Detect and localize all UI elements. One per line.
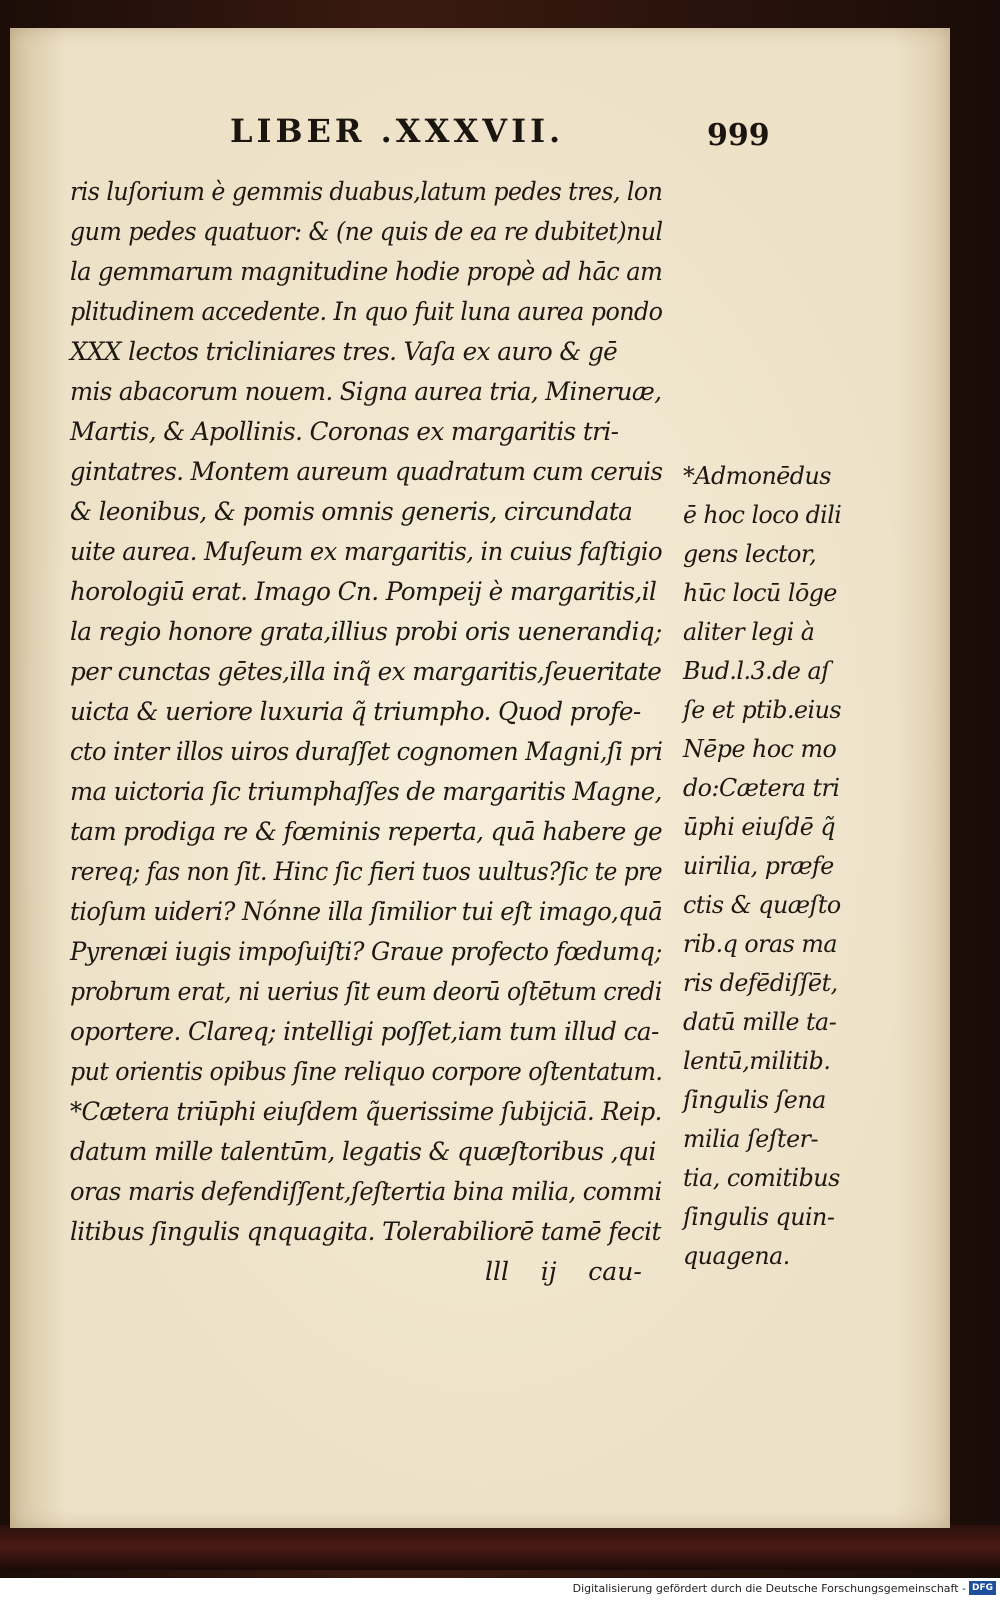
funding-credit: Digitalisierung gefördert durch die Deutsche Forschungsgemeinschaft - bbox=[572, 1582, 966, 1595]
text-line: gintatres. Montem aureum quadratum cum ceruis bbox=[70, 457, 663, 486]
text-line: cto inter illos uiros duraſſet cognomen Magni,ſi pri bbox=[70, 737, 663, 766]
text-line: ris defēdiſſēt, bbox=[683, 969, 838, 997]
page-number: 999 bbox=[707, 118, 770, 153]
text-line: ctis & quæſto bbox=[683, 891, 841, 919]
text-line: litibus ſingulis qnquagita. Tolerabiliorē tamē fecit bbox=[70, 1217, 661, 1246]
running-head: LIBER .XXXVII. bbox=[230, 112, 565, 150]
text-line: datum mille talentūm, legatis & quæſtoribus ,qui bbox=[70, 1137, 656, 1166]
text-line: mis abacorum nouem. Signa aurea tria, Mineruæ, bbox=[70, 377, 662, 406]
text-line: ſe et ptib.eius bbox=[683, 696, 842, 724]
main-text-block bbox=[70, 172, 670, 1252]
text-line: Bud.l.3.de aſ bbox=[683, 657, 830, 685]
text-line: uicta & ueriore luxuria q̃ triumpho. Quod profe- bbox=[70, 697, 641, 726]
text-line: tia, comitibus bbox=[683, 1164, 840, 1192]
text-line: Nēpe hoc mo bbox=[683, 735, 837, 763]
text-line: horologiū erat. Imago Cn. Pompeij è margaritis,il bbox=[70, 577, 657, 606]
text-line: put orientis opibus ſine reliquo corpore oſtentatum. bbox=[70, 1057, 663, 1086]
text-line: ūphi eiuſdē q̃ bbox=[683, 813, 836, 841]
text-line: & leonibus, & pomis omnis generis, circundata bbox=[70, 497, 633, 526]
text-line: ſingulis ſena bbox=[683, 1086, 826, 1114]
text-line: per cunctas gētes,illa inq̃ ex margaritis,ſeueritate bbox=[70, 657, 662, 686]
text-line: la gemmarum magnitudine hodie propè ad hāc am bbox=[70, 257, 663, 286]
text-line: XXX lectos tricliniares tres. Vaſa ex auro & gē bbox=[70, 337, 618, 366]
text-line: ſingulis quin- bbox=[683, 1203, 835, 1231]
text-line: tam prodiga re & fœminis reperta, quā habere ge bbox=[70, 817, 663, 846]
text-line: datū mille ta- bbox=[683, 1008, 837, 1036]
text-line: quagena. bbox=[683, 1242, 790, 1270]
text-line: la regio honore grata,illius probi oris uenerandiq; bbox=[70, 617, 662, 646]
catchword-line: lll ij cau- bbox=[485, 1257, 642, 1286]
text-line: uirilia, præfe bbox=[683, 852, 834, 880]
text-line: oportere. Clareq; intelligi poſſet,iam tum illud ca- bbox=[70, 1017, 659, 1046]
text-line: Martis, & Apollinis. Coronas ex margaritis tri- bbox=[70, 417, 619, 446]
text-line: gum pedes quatuor: & (ne quis de ea re dubitet)nul bbox=[70, 217, 663, 246]
text-line: *Cætera triūphi eiuſdem q̃uerissime ſubijciā. Reip. bbox=[70, 1097, 662, 1126]
text-line: Pyrenæi iugis impoſuiſti? Graue profecto fœdumq; bbox=[70, 937, 662, 966]
text-line: rereq; fas non ſit. Hinc ſic fieri tuos uultus?ſic te pre bbox=[70, 857, 663, 886]
dfg-logo: DFG bbox=[969, 1581, 996, 1595]
text-line: hūc locū lōge bbox=[683, 579, 837, 607]
text-line: rib.q oras ma bbox=[683, 930, 838, 958]
text-line: do:Cætera tri bbox=[683, 774, 840, 802]
text-line: ma uictoria ſic triumphaſſes de margaritis Magne, bbox=[70, 777, 662, 806]
scan-bottom-edge bbox=[0, 1525, 1000, 1570]
text-line: ē hoc loco dili bbox=[683, 501, 842, 529]
text-line: milia ſeſter- bbox=[683, 1125, 818, 1153]
text-line: uite aurea. Muſeum ex margaritis, in cuius faſtigio bbox=[70, 537, 662, 566]
text-line: aliter legi à bbox=[683, 618, 815, 646]
text-line: plitudinem accedente. In quo fuit luna aurea pondo bbox=[70, 297, 663, 326]
text-line: tioſum uideri? Nónne illa ſimilior tui eſt imago,quā bbox=[70, 897, 663, 926]
text-line: gens lector, bbox=[683, 540, 817, 568]
text-line: ris luſorium è gemmis duabus,latum pedes tres, lon bbox=[70, 177, 663, 206]
text-line: oras maris defendiſſent,ſeſtertia bina milia, commi bbox=[70, 1177, 662, 1206]
text-line: probrum erat, ni uerius ſit eum deorū oſtētum credi bbox=[70, 977, 662, 1006]
marginal-note bbox=[683, 457, 843, 1276]
text-line: lentū,militib. bbox=[683, 1047, 831, 1075]
text-line: *Admonēdus bbox=[683, 462, 831, 490]
